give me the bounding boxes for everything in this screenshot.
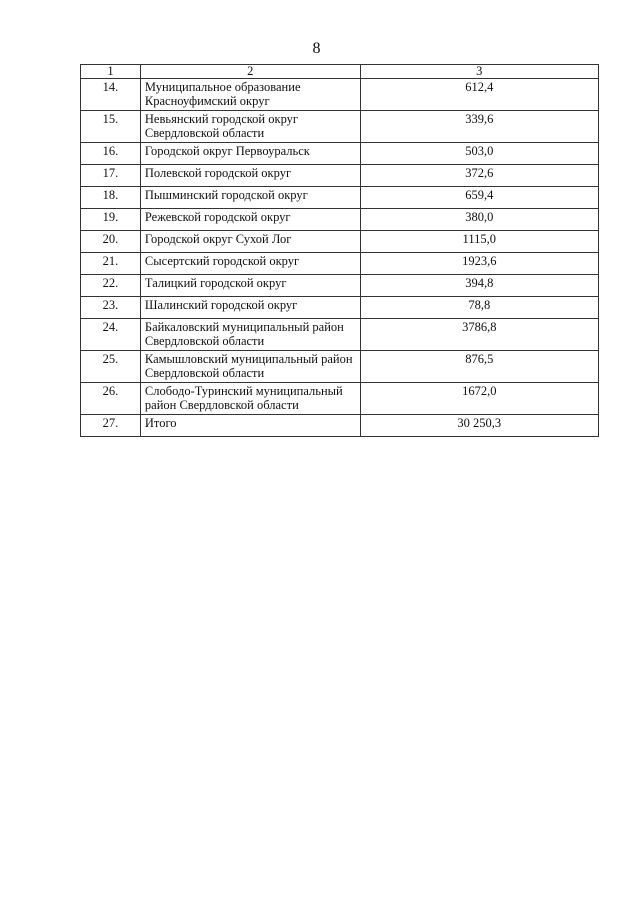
row-number-cell: 21.: [81, 253, 141, 275]
data-table: [80, 64, 599, 437]
table-row: [81, 415, 599, 437]
row-value-cell: 78,8: [360, 297, 598, 319]
row-number-cell: 23.: [81, 297, 141, 319]
row-value-cell: 876,5: [360, 351, 598, 383]
row-value-cell: 503,0: [360, 143, 598, 165]
table-header-row: [81, 65, 599, 79]
page-number: 8: [312, 40, 321, 57]
row-number-cell: 18.: [81, 187, 141, 209]
row-value-cell: 1672,0: [360, 383, 598, 415]
row-number-cell: 16.: [81, 143, 141, 165]
row-value-cell: 372,6: [360, 165, 598, 187]
row-name-cell: Слободо-Туринский муниципальный район Свердловской области: [140, 383, 360, 415]
table-row: [81, 209, 599, 231]
table-row: [81, 297, 599, 319]
row-number-cell: 20.: [81, 231, 141, 253]
row-name-cell: Режевской городской округ: [140, 209, 360, 231]
row-value-cell: 1115,0: [360, 231, 598, 253]
row-number-cell: 26.: [81, 383, 141, 415]
row-number-cell: 19.: [81, 209, 141, 231]
table-row: [81, 187, 599, 209]
row-name-cell: Пышминский городской округ: [140, 187, 360, 209]
row-number-cell: 22.: [81, 275, 141, 297]
row-value-cell: 339,6: [360, 111, 598, 143]
row-name-cell: Полевской городской округ: [140, 165, 360, 187]
row-name-cell: Муниципальное образование Красноуфимский округ: [140, 79, 360, 111]
row-name-cell: Камышловский муниципальный район Свердловской области: [140, 351, 360, 383]
row-number-cell: 17.: [81, 165, 141, 187]
table-row: [81, 231, 599, 253]
row-value-cell: 394,8: [360, 275, 598, 297]
row-name-cell: Сысертский городской округ: [140, 253, 360, 275]
table-row: [81, 253, 599, 275]
table-row: [81, 275, 599, 297]
row-name-cell: Байкаловский муниципальный район Свердловской области: [140, 319, 360, 351]
table-row: [81, 79, 599, 111]
row-name-cell: Шалинский городской округ: [140, 297, 360, 319]
row-value-cell: 1923,6: [360, 253, 598, 275]
row-number-cell: 14.: [81, 79, 141, 111]
row-value-cell: 30 250,3: [360, 415, 598, 437]
row-number-cell: 24.: [81, 319, 141, 351]
table-body: [81, 79, 599, 437]
row-number-cell: 15.: [81, 111, 141, 143]
row-name-cell: Итого: [140, 415, 360, 437]
column-header-2: 2: [140, 65, 360, 79]
row-number-cell: 25.: [81, 351, 141, 383]
row-name-cell: Городской округ Сухой Лог: [140, 231, 360, 253]
row-name-cell: Невьянский городской округ Свердловской области: [140, 111, 360, 143]
table-row: [81, 383, 599, 415]
table-row: [81, 319, 599, 351]
row-name-cell: Талицкий городской округ: [140, 275, 360, 297]
row-value-cell: 3786,8: [360, 319, 598, 351]
row-number-cell: 27.: [81, 415, 141, 437]
row-value-cell: 380,0: [360, 209, 598, 231]
column-header-3: 3: [360, 65, 598, 79]
column-header-1: 1: [81, 65, 141, 79]
table-row: [81, 351, 599, 383]
row-value-cell: 659,4: [360, 187, 598, 209]
table-row: [81, 165, 599, 187]
row-name-cell: Городской округ Первоуральск: [140, 143, 360, 165]
row-value-cell: 612,4: [360, 79, 598, 111]
table-row: [81, 143, 599, 165]
table-row: [81, 111, 599, 143]
